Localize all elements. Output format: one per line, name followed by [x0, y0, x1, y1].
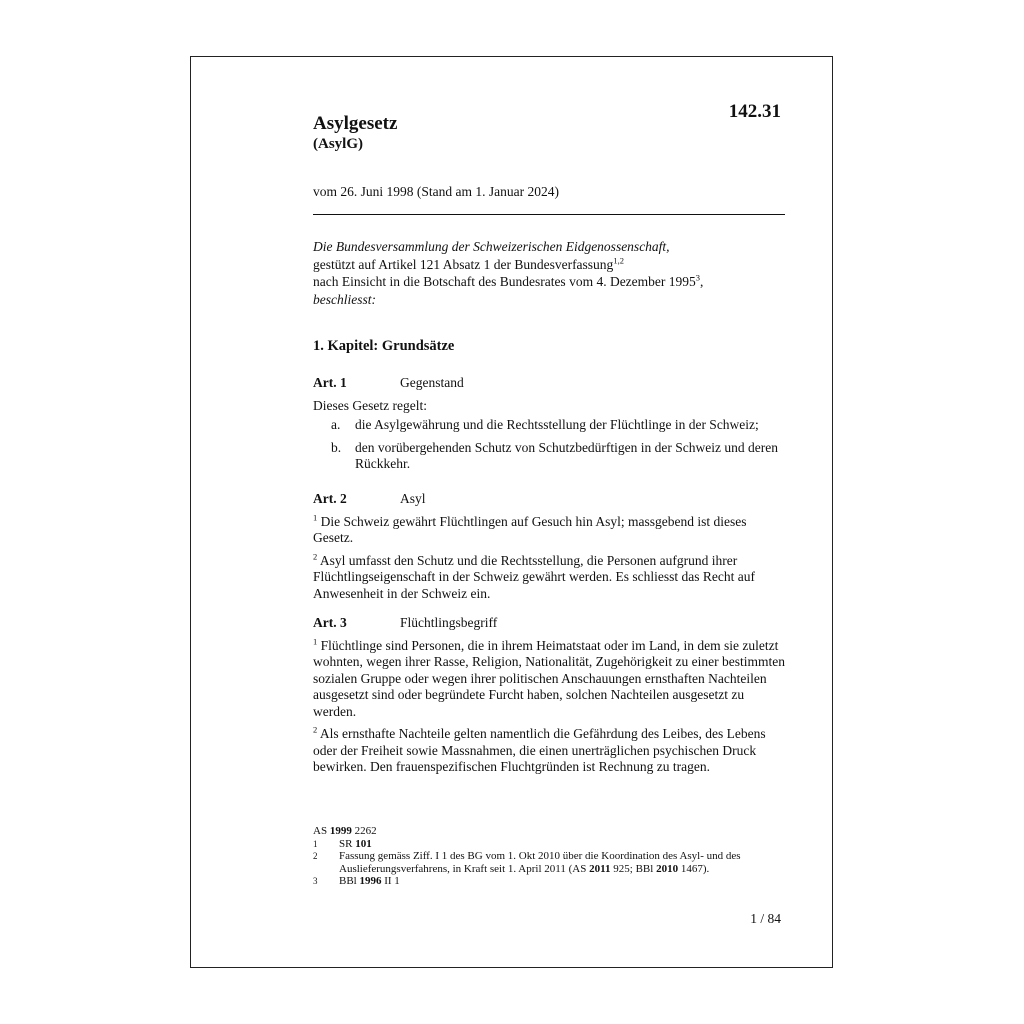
footnote-text: [339, 838, 785, 851]
fn3-suffix: II 1: [381, 875, 400, 887]
footnote-1: [313, 838, 785, 851]
preamble: [313, 238, 785, 308]
article-2: [313, 491, 785, 608]
page-number: 1 / 84: [750, 911, 781, 926]
as-year: 1999: [329, 825, 352, 837]
article-number: Art. 3: [313, 615, 347, 630]
article-paragraph: [313, 553, 785, 603]
fn2-part1: Fassung gemäss Ziff. I 1 des BG vom 1. Okt 2010 über die Koordination des Asyl- und des Auslieferungsverfahrens, in Kraft seit 1. April 2011 (AS: [339, 850, 741, 875]
article-name: Asyl: [400, 491, 426, 506]
article-number: Art. 2: [313, 491, 347, 506]
sr-number: 142.31: [728, 101, 781, 122]
fn2-bold1: 2011: [589, 862, 611, 875]
official-collection-ref: [313, 825, 785, 838]
fn2-part2: 925; BBl: [610, 862, 657, 875]
fn3-bold: 1996: [359, 875, 382, 887]
as-prefix: AS: [313, 825, 330, 837]
list-letter: b.: [331, 439, 342, 455]
article-heading: [313, 491, 785, 508]
preamble-basis: [313, 256, 785, 274]
law-date-line: vom 26. Juni 1998 (Stand am 1. Januar 2024): [313, 184, 559, 199]
list-item: [313, 417, 785, 434]
fn3-prefix: BBl: [339, 875, 360, 887]
article-heading: [313, 615, 785, 632]
document-page: [190, 56, 833, 968]
preamble-message: [313, 273, 785, 291]
preamble-message-end: ,: [700, 274, 704, 289]
article-3: [313, 615, 785, 782]
footnote-ref-3[interactable]: 3: [695, 272, 701, 283]
list-text: den vorübergehenden Schutz von Schutzbedürftigen in der Schweiz und deren Rückkehr.: [355, 439, 778, 471]
paragraph-number: 2: [313, 551, 318, 561]
paragraph-number: 1: [313, 636, 318, 646]
paragraph-text: Asyl umfasst den Schutz und die Rechtsstellung, die Personen aufgrund ihrer Flüchtlingseigenschaft in der Schweiz gewährt werden. Es schliesst das Recht auf Anwesenheit in der Schweiz ein.: [313, 552, 755, 601]
list-item: [313, 440, 785, 473]
footnote-text: [339, 875, 785, 888]
article-paragraph: [313, 726, 785, 776]
chapter-heading: 1. Kapitel: Grundsätze: [313, 338, 455, 354]
footnote-number: 2: [313, 851, 318, 861]
list-text: die Asylgewährung und die Rechtsstellung der Flüchtlinge in der Schweiz;: [355, 417, 759, 432]
footnotes: [313, 825, 785, 888]
law-abbreviation: (AsylG): [313, 136, 363, 152]
paragraph-text: Als ernsthafte Nachteile gelten namentlich die Gefährdung des Leibes, des Lebens oder der Freiheit sowie Massnahmen, die einen unerträglichen psychischen Druck bewirken. Den frauenspezifischen Fluchtgründen ist Rechnung zu tragen.: [313, 726, 766, 774]
preamble-basis-text: gestützt auf Artikel 121 Absatz 1 der Bundesverfassung: [313, 256, 614, 272]
article-intro: Dieses Gesetz regelt:: [313, 397, 427, 413]
article-number: Art. 1: [313, 375, 347, 390]
law-title: Asylgesetz: [313, 113, 398, 134]
article-paragraph: [313, 638, 785, 721]
preamble-resolves: beschliesst:: [313, 291, 376, 307]
preamble-message-text: nach Einsicht in die Botschaft des Bundesrates vom 4. Dezember 1995: [313, 274, 696, 289]
footnote-number: 1: [313, 838, 318, 849]
as-page: 2262: [351, 825, 377, 837]
footnote-2: [313, 850, 785, 875]
header-divider: [313, 214, 785, 215]
fn1-bold: 101: [355, 837, 372, 850]
paragraph-number: 1: [313, 512, 318, 522]
paragraph-text: Die Schweiz gewährt Flüchtlingen auf Gesuch hin Asyl; massgebend ist dieses Gesetz.: [313, 513, 747, 545]
list-letter: a.: [331, 417, 341, 432]
article-name: Gegenstand: [400, 375, 464, 390]
preamble-enacting-body: Die Bundesversammlung der Schweizerischen Eidgenossenschaft,: [313, 239, 670, 254]
article-name: Flüchtlingsbegriff: [400, 615, 498, 630]
article-1: [313, 375, 785, 479]
article-paragraph: [313, 514, 785, 547]
footnote-number: 3: [313, 876, 318, 886]
article-heading: [313, 375, 785, 392]
paragraph-text: Flüchtlinge sind Personen, die in ihrem Heimatstaat oder im Land, in dem sie zuletzt wohnten, wegen ihrer Rasse, Religion, Nationalität, Zugehörigkeit zu einer bestimmten sozialen Gruppe oder wegen ihrer politischen Anschauungen ernsthaften Nachteilen ausgesetzt sind oder begründete Furcht haben, solchen Nachteilen ausgesetzt zu werden.: [313, 637, 785, 719]
fn2-bold2: 2010: [656, 862, 679, 875]
paragraph-number: 2: [313, 724, 318, 735]
footnote-3: [313, 875, 785, 888]
footnote-ref-1-2[interactable]: 1,2: [613, 255, 624, 265]
footnote-text: [339, 850, 785, 875]
fn2-part3: 1467).: [678, 862, 710, 875]
fn1-prefix: SR: [339, 837, 356, 850]
